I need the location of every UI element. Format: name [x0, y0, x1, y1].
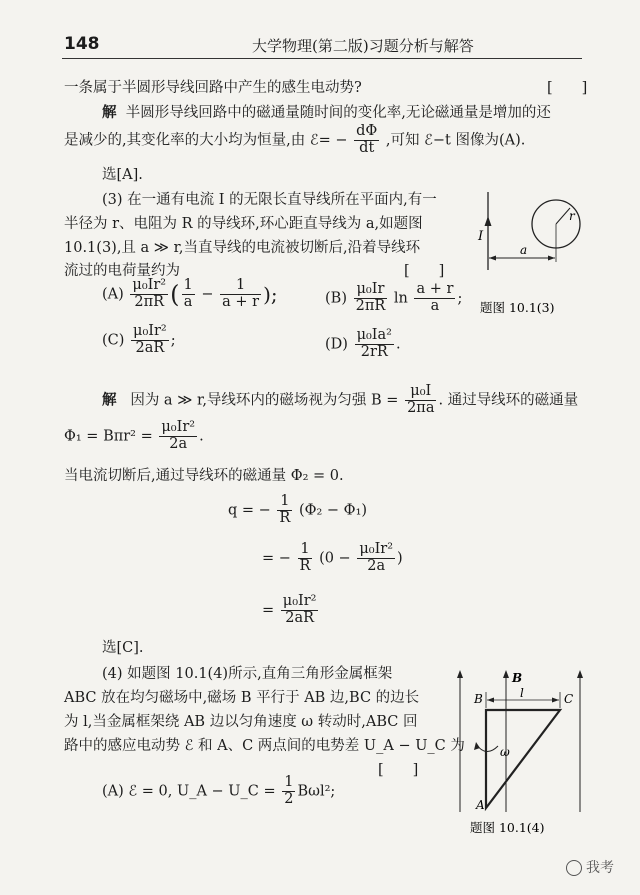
figure-10-1-3 [470, 180, 610, 325]
q3-optB-frac1 [354, 282, 388, 315]
q3-bracket: [ ] [404, 263, 445, 279]
q3-option-d [325, 328, 401, 361]
q3-optB-den: 2πR [355, 297, 386, 314]
sol3-eq2 [262, 542, 403, 575]
header-rule [62, 58, 582, 59]
fig4-label-l: l [520, 686, 524, 700]
q4-optA-text-a: ℰ = 0, U_A − U_C = [128, 783, 276, 800]
sol3-eq3-frac [281, 594, 319, 627]
fig4-label-Bvec: B [512, 671, 523, 685]
fig4-label-A: A [476, 798, 485, 812]
q3-optC-num: μ₀Ir² [133, 323, 167, 339]
sol3-frac-phi-den: 2a [169, 435, 188, 452]
sol1-text2a: 是减少的,其变化率的大小均为恒量,由 ℰ= − [64, 132, 348, 149]
intro-line: 一条属于半圆形导线回路中产生的感生电动势? [64, 80, 362, 96]
fig4-label-C: C [564, 692, 574, 706]
q3-optB-frac2 [414, 282, 455, 315]
sol3-eq3 [262, 594, 320, 627]
q4-optA-frac [282, 775, 295, 808]
q3-option-a [102, 278, 278, 311]
fig3-current-arrow [485, 216, 492, 226]
fig4-label-omega: ω [500, 745, 510, 759]
fig3-label-a: a [520, 243, 528, 257]
watermark-icon [566, 860, 582, 876]
q3-optB-num: μ₀Ir [354, 282, 388, 299]
fig4-triangle [486, 710, 560, 808]
book-title: 大学物理(第二版)习题分析与解答 [252, 37, 474, 55]
q3-optA-frac2 [182, 278, 195, 311]
sol3-eq3-num: μ₀Ir² [282, 593, 317, 609]
sol1-text1: 半圆形导线回路中的磁通量随时间的变化率,无论磁通量是增加的还 [125, 105, 551, 121]
sol3-eq1-num: 1 [277, 494, 292, 511]
q3-option-b [325, 282, 462, 315]
q3-optC-label: (C) [102, 332, 125, 349]
sol3-frac-phi-num: μ₀Ir² [161, 419, 196, 435]
sol3-eq2-frac1 [298, 542, 313, 575]
sol3-frac-B-den: 2πa [407, 399, 435, 416]
q4-line2: ABC 放在均匀磁场中,磁场 B 平行于 AB 边,BC 的边长 [64, 690, 420, 706]
sol1-text2b: ,可知 ℰ−t 图像为(A). [385, 132, 526, 149]
sol3-line1 [102, 384, 578, 417]
fig4-field-arrow-1 [457, 670, 463, 678]
sol3-eq3-den: 2aR [285, 609, 315, 626]
q3-line1: (3) 在一通有电流 I 的无限长直导线所在平面内,有一 [102, 192, 437, 208]
q3-optD-end: . [395, 336, 401, 353]
sol3-frac-B-num: μ₀I [405, 384, 436, 401]
q3-optB-n2: a + r [416, 281, 454, 297]
q3-optD-frac [355, 328, 394, 361]
sol3-label: 解 [102, 391, 117, 409]
sol3-line3: 当电流切断后,通过导线环的磁通量 Φ₂ = 0. [64, 468, 344, 484]
fig3-dist-arrow-right [548, 256, 555, 261]
q4-optA-text-b: Bωl²; [297, 783, 336, 800]
sol3-eq2-end: ) [397, 550, 403, 567]
sol3-eq2-mid: (0 − [319, 550, 351, 567]
sol3-eq2-frac2 [357, 542, 395, 575]
watermark [566, 857, 614, 877]
sol3-text1a: 因为 a ≫ r,导线环内的磁场视为匀强 B = [130, 392, 399, 409]
q3-optA-paren: ( [170, 280, 180, 309]
fig4-length-arrow-right [552, 698, 559, 703]
sol3-frac-phi [159, 420, 197, 453]
q4-optA-den: 2 [284, 790, 294, 807]
fig4-length-arrow-left [487, 698, 494, 703]
sol3-text1b: . 通过导线环的磁通量 [438, 392, 579, 409]
fig4-field-arrow-2 [503, 670, 509, 678]
q3-optA-t2n: 1 [220, 278, 261, 295]
sol3-eq2-num: 1 [298, 542, 313, 559]
sol3-eq1 [228, 494, 367, 527]
q3-optA-frac1 [130, 278, 168, 311]
fig4-caption: 题图 10.1(4) [470, 820, 545, 835]
fig4-label-B: B [474, 692, 483, 706]
q4-line4: 路中的感应电动势 ℰ 和 A、C 两点间的电势差 U_A − U_C 为 [64, 738, 465, 754]
sol1-line2 [64, 124, 525, 157]
fig3-dist-arrow-left [489, 256, 496, 261]
q3-optA-close: ); [263, 282, 278, 307]
fig3-label-r: r [569, 209, 575, 223]
q3-optA-den: 2πR [134, 293, 165, 310]
sol1-choice: 选[A]. [102, 167, 143, 183]
sol3-line2 [64, 420, 204, 453]
q3-optA-minus: − [201, 286, 214, 303]
q3-optB-label: (B) [325, 290, 347, 307]
sol3-eq2-den: R [299, 557, 311, 574]
q3-line3: 10.1(3),且 a ≫ r,当直导线的电流被切断后,沿着导线环 [64, 240, 421, 256]
sol3-eq2-lhs: = − [262, 550, 291, 567]
q3-optA-frac3 [220, 278, 261, 311]
sol3-eq1-rhs: (Φ₂ − Φ₁) [298, 502, 368, 519]
sol1-frac-num: dΦ [356, 123, 378, 139]
fig3-radius [556, 208, 570, 224]
q3-optD-num: μ₀Ia² [356, 327, 392, 343]
sol1-line1 [102, 101, 551, 122]
watermark-text: 我考 [586, 860, 614, 876]
q3-optC-frac [131, 324, 169, 357]
q3-optD-label: (D) [325, 336, 348, 353]
fig4-field-arrow-3 [577, 670, 583, 678]
sol3-eq3-lhs: = [262, 602, 275, 619]
q3-optA-t1n: 1 [183, 277, 193, 293]
sol3-choice: 选[C]. [102, 640, 144, 656]
sol3-frac-B [405, 384, 436, 417]
sol3-text2b: . [199, 428, 204, 445]
q3-line2: 半径为 r、电阻为 R 的导线环,环心距直导线为 a,如题图 [64, 216, 423, 232]
fig3-caption: 题图 10.1(3) [480, 300, 555, 315]
q3-optA-label: (A) [102, 286, 124, 303]
sol1-fraction [354, 124, 379, 157]
sol3-eq1-lhs: q = − [228, 502, 271, 519]
page-number: 148 [64, 34, 100, 54]
q3-optC-den: 2aR [135, 339, 165, 356]
fig4-rotation-arrow [474, 742, 480, 750]
q4-line3: 为 l,当金属框架绕 AB 边以匀角速度 ω 转动时,ABC 回 [64, 714, 418, 730]
sol3-eq1-den: R [279, 509, 291, 526]
q4-optA-label: (A) [102, 783, 124, 800]
sol3-eq1-frac [277, 494, 292, 527]
q3-optB-d2: a [430, 297, 440, 314]
q3-optD-den: 2rR [360, 343, 388, 360]
q3-line4: 流过的电荷量约为 [64, 263, 180, 279]
q4-line1: (4) 如题图 10.1(4)所示,直角三角形金属框架 [102, 666, 393, 682]
q3-option-c [102, 324, 176, 357]
q4-optA-num: 1 [284, 774, 294, 790]
intro-bracket: [ ] [547, 80, 588, 96]
sol3-eq2-n2: μ₀Ir² [359, 541, 394, 557]
q3-optB-ln: ln [393, 290, 408, 307]
fig3-label-I: I [478, 229, 484, 244]
q3-optB-end: ; [457, 290, 463, 307]
q4-bracket: [ ] [378, 762, 419, 778]
q4-option-a [102, 775, 335, 808]
figure-10-1-4 [450, 662, 600, 842]
sol3-text2a: Φ₁ = Bπr² = [64, 428, 153, 445]
sol3-eq2-d2: 2a [367, 557, 386, 574]
q3-optC-end: ; [170, 332, 176, 349]
q3-optA-num: μ₀Ir² [132, 277, 167, 293]
sol1-frac-den: dt [359, 139, 375, 156]
q3-optA-t1d: a [183, 293, 193, 310]
sol1-label: 解 [102, 104, 117, 121]
q3-optA-t2d: a + r [222, 293, 260, 310]
